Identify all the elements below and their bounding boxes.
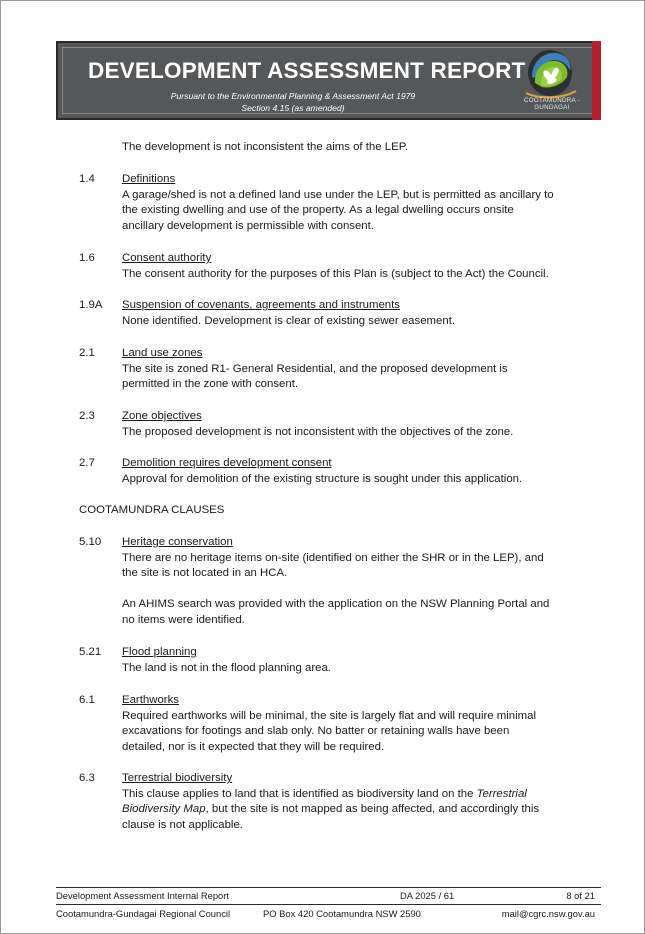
clause-number: 5.10	[79, 536, 102, 548]
clause-text-line: A garage/shed is not a defined land use under the LEP, but is permitted as ancillary to	[122, 188, 554, 201]
clause-text-line: detailed, nor is it expected that they will be required.	[122, 740, 385, 753]
clause-text-line: excavations for footings and slab only. No batter or retaining walls have been	[122, 725, 510, 738]
banner-red-accent	[592, 41, 601, 120]
footer-report-name: Development Assessment Internal Report	[56, 890, 230, 901]
clause-text-line: An AHIMS search was provided with the application on the NSW Planning Portal and	[122, 598, 550, 611]
clause-number: 2.7	[79, 457, 95, 469]
report-subtitle-section: Section 4.15 (as amended)	[241, 103, 345, 113]
clause-heading: Consent authority	[122, 252, 212, 264]
clause-number: 6.3	[79, 772, 95, 784]
clause-text-line: Required earthworks will be minimal, the site is largely flat and will require minimal	[122, 709, 537, 722]
clause-heading: Demolition requires development consent	[122, 457, 332, 469]
clause-1-9a	[122, 298, 592, 329]
footer-rule-bottom	[56, 904, 601, 905]
footer-po-box: PO Box 420 Cootamundra NSW 2590	[263, 908, 421, 919]
clause-heading: Land use zones	[122, 347, 203, 359]
clause-text-line: ancillary development is permissible with consent.	[122, 219, 374, 232]
clause-text-line: no items were identified.	[122, 613, 245, 626]
clause-text-line: The proposed development is not inconsistent with the objectives of the zone.	[122, 425, 514, 438]
clause-number: 6.1	[79, 694, 95, 706]
footer-da-number: DA 2025 / 61	[400, 890, 455, 901]
intro-text: The development is not inconsistent the aims of the LEP.	[122, 141, 408, 153]
clause-text-line: The site is zoned R1- General Residential, and the proposed development is	[122, 362, 508, 375]
clause-heading: Earthworks	[122, 694, 179, 706]
clause-text-line: the site is not located in an HCA.	[122, 567, 288, 580]
clause-text-segment: , but the site is not mapped as being affected, and accordingly this	[205, 803, 540, 816]
clause-1-6	[122, 251, 592, 282]
council-logo	[518, 45, 586, 117]
footer-page-number: 8 of 21	[566, 890, 595, 901]
clause-text-segment: This clause applies to land that is identified as biodiversity land on the	[122, 787, 477, 800]
paragraph-spacer	[122, 582, 592, 598]
clause-text-line: clause is not applicable.	[122, 818, 243, 831]
council-logo-icon	[518, 45, 586, 101]
clause-heading: Zone objectives	[122, 410, 202, 422]
logo-text-line2: GUNDAGAI	[534, 104, 570, 111]
clause-number: 1.9A	[79, 299, 103, 311]
clause-heading: Heritage conservation	[122, 536, 233, 548]
footer-email-link[interactable]: mail@cgrc.nsw.gov.au	[501, 908, 595, 919]
report-subtitle-act: Pursuant to the Environmental Planning & Assessment Act 1979	[170, 91, 416, 101]
clause-heading: Definitions	[122, 173, 176, 185]
clause-text-line	[122, 787, 592, 803]
logo-text-line1: COOTAMUNDRA -	[523, 97, 581, 104]
footer-council-name: Cootamundra-Gundagai Regional Council	[56, 908, 231, 919]
clause-number: 5.21	[79, 646, 102, 658]
clause-number: 1.6	[79, 252, 95, 264]
map-name-italic: Terrestrial	[476, 787, 527, 800]
clause-number: 2.3	[79, 410, 95, 422]
clause-text-line: There are no heritage items on-site (identified on either the SHR or in the LEP), and	[122, 551, 544, 564]
clause-2-7	[122, 456, 592, 487]
clause-text-line: The consent authority for the purposes of this Plan is (subject to the Act) the Council.	[122, 267, 549, 280]
clause-2-3	[122, 409, 592, 440]
report-title: DEVELOPMENT ASSESSMENT REPORT	[88, 58, 526, 83]
clause-2-1	[122, 346, 592, 393]
report-header-banner	[56, 41, 601, 120]
section-heading: COOTAMUNDRA CLAUSES	[79, 504, 225, 516]
clause-5-21	[122, 645, 592, 676]
footer-rule-top	[56, 887, 601, 888]
clause-heading: Flood planning	[122, 646, 197, 658]
clause-number: 2.1	[79, 347, 95, 359]
clause-number: 1.4	[79, 173, 95, 185]
clause-text-line: permitted in the zone with consent.	[122, 378, 299, 391]
clause-text-line: the existing dwelling and use of the property. As a legal dwelling occurs onsite	[122, 204, 514, 217]
clause-text-line: Approval for demolition of the existing structure is sought under this application.	[122, 472, 523, 485]
clause-6-1	[122, 693, 592, 755]
clause-heading: Suspension of covenants, agreements and instruments	[122, 299, 400, 311]
clause-6-3	[122, 771, 592, 833]
clause-5-10	[122, 535, 592, 629]
clause-text-line	[122, 802, 592, 818]
clause-1-4	[122, 172, 592, 234]
clause-text-line: The land is not in the flood planning area.	[122, 661, 331, 674]
map-name-italic: Biodiversity Map	[122, 803, 206, 816]
clause-text-line: None identified. Development is clear of existing sewer easement.	[122, 314, 456, 327]
clause-heading: Terrestrial biodiversity	[122, 772, 233, 784]
